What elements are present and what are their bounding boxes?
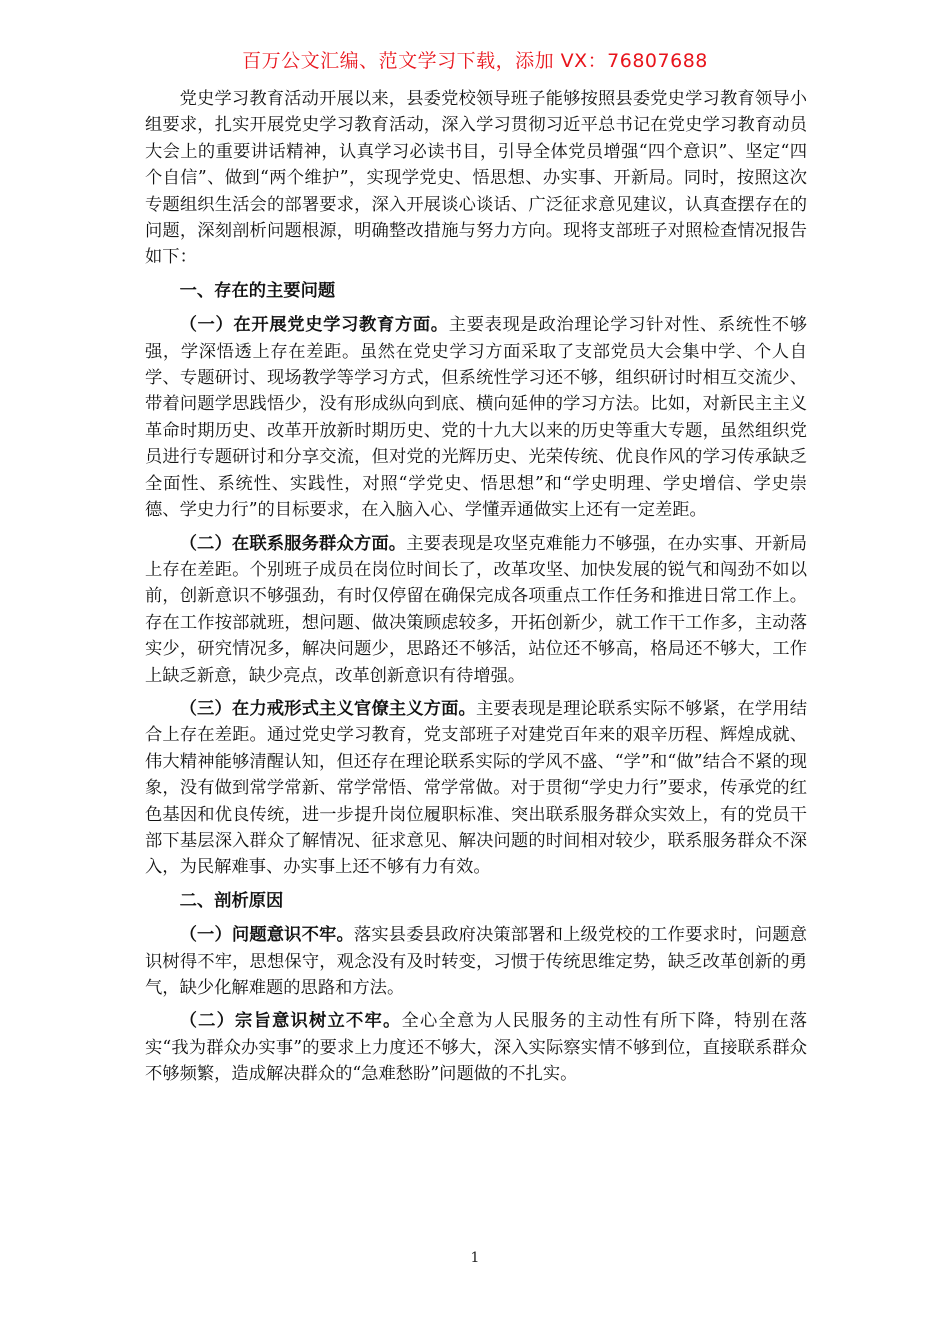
- cause-2-body: 全心全意为人民服务的主动性有所下降，特别在落实“我为群众办实事”的要求上力度还不够大，深入实际察实情不够到位，直接联系群众不够频繁，造成解决群众的“急难愁盼”问题做的不扎实。: [145, 1011, 807, 1085]
- problem-3-body: 主要表现是理论联系实际不够紧，在学用结合上存在差距。通过党史学习教育，党支部班子对建党百年来的艰辛历程、辉煌成就、伟大精神能够清醒认知，但还存在理论联系实际的学风不盛、“学”和“做”结合不紧的现象，没有做到常学常新、常学常悟、常学常做。对于贯彻“学史力行”要求，传承党的红色基因和优良传统，进一步提升岗位履职标准、突出联系服务群众实效上，有的党员干部下基层深入群众了解情况、征求意见、解决问题的时间相对较少，联系服务群众不深入，为民解难事、办实事上还不够有力有效。: [145, 698, 807, 878]
- cause-paragraph-1: [145, 922, 807, 1001]
- intro-paragraph: 党史学习教育活动开展以来，县委党校领导班子能够按照县委党史学习教育领导小组要求，扎实开展党史学习教育活动，深入学习贯彻习近平总书记在党史学习教育动员大会上的重要讲话精神，认真学习必读书目，引导全体党员增强“四个意识”、坚定“四个自信”、做到“两个维护”，实现学党史、悟思想、办实事、开新局。同时，按照这次专题组织生活会的部署要求，深入开展谈心谈话、广泛征求意见建议，认真查摆存在的问题，深刻剖析问题根源，明确整改措施与努力方向。现将支部班子对照检查情况报告如下：: [145, 89, 807, 268]
- document-body: [145, 86, 807, 1095]
- problem-paragraph-2: [145, 531, 807, 689]
- cause-1-body: 落实县委县政府决策部署和上级党校的工作要求时，问题意识树得不牢，思想保守，观念没有及时转变，习惯于传统思维定势，缺乏改革创新的勇气，缺少化解难题的思路和方法。: [145, 925, 807, 998]
- problem-1-lead: （一）在开展党史学习教育方面。: [179, 315, 449, 336]
- problem-paragraph-1: [145, 312, 807, 523]
- cause-paragraph-2: [145, 1008, 807, 1087]
- cause-1-lead: （一）问题意识不牢。: [179, 925, 354, 946]
- header-watermark: 百万公文汇编、范文学习下载，添加 VX：76807688: [242, 50, 708, 72]
- problem-2-lead: （二）在联系服务群众方面。: [179, 533, 407, 554]
- section-heading-problems: 一、存在的主要问题: [179, 280, 336, 301]
- section-heading-causes: 二、剖析原因: [179, 890, 284, 911]
- problem-1-body: 主要表现是政治理论学习针对性、系统性不够强，学深悟透上存在差距。虽然在党史学习方面采取了支部党员大会集中学、个人自学、专题研讨、现场教学等学习方式，但系统性学习还不够，组织研讨时相互交流少、带着问题学思践悟少，没有形成纵向到底、横向延伸的学习方法。比如，对新民主主义革命时期历史、改革开放新时期历史、党的十九大以来的历史等重大专题，虽然组织党员进行专题研讨和分享交流，但对党的光辉历史、光荣传统、优良作风的学习传承缺乏全面性、系统性、实践性，对照“学党史、悟思想”和“学史明理、学史增信、学史崇德、学史力行”的目标要求，在入脑入心、学懂弄通做实上还有一定差距。: [145, 315, 807, 521]
- page-number: 1: [470, 1250, 480, 1266]
- problem-2-body: 主要表现是攻坚克难能力不够强，在办实事、开新局上存在差距。个别班子成员在岗位时间长了，改革攻坚、加快发展的锐气和闯劲不如以前，创新意识不够强劲，有时仅停留在确保完成各项重点工作任务和推进日常工作上。存在工作按部就班，想问题、做决策顾虑较多，开拓创新少，就工作干工作多，主动落实少，研究情况多，解决问题少，思路还不够活，站位还不够高，格局还不够大，工作上缺乏新意，缺少亮点，改革创新意识有待增强。: [145, 533, 807, 686]
- problem-paragraph-3: [145, 696, 807, 881]
- problem-3-lead: （三）在力戒形式主义官僚主义方面。: [179, 698, 476, 719]
- cause-2-lead: （二）宗旨意识树立不牢。: [179, 1011, 402, 1032]
